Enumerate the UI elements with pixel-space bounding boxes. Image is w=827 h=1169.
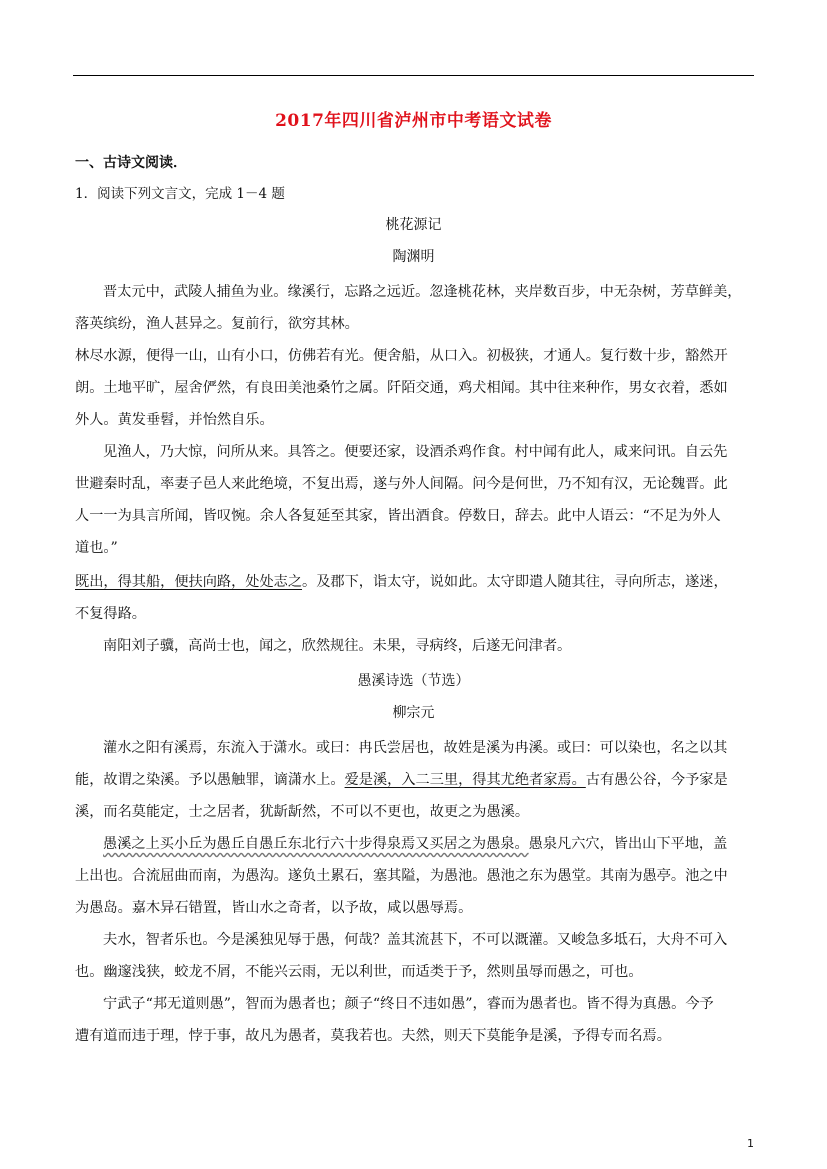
text-line: 为愚岛。嘉木异石错置，皆山水之奇者，以予故，咸以愚辱焉。 — [75, 900, 473, 916]
passage1-title: 桃花源记 — [385, 217, 442, 233]
section-heading: 一、古诗文阅读． — [75, 155, 187, 171]
text-line: 不复得路。 — [75, 606, 146, 622]
text-line: 南阳刘子骥，高尚士也，闻之，欣然规往。未果，寻病终，后遂无问津者。 — [103, 638, 572, 654]
text-segment: 古有愚公谷，今予家是 — [585, 772, 728, 788]
text-segment: 。及郡下，诣太守，说如此。太守即遣人随其往，寻向所志，遂迷， — [302, 574, 728, 590]
exam-title: 2017年四川省泸州市中考语文试卷 — [275, 111, 552, 131]
passage2-paragraph-3 — [75, 924, 755, 988]
question-prompt: 1．阅读下列文言文，完成 1－4 题 — [75, 186, 285, 202]
text-line: 人一一为具言所闻，皆叹惋。余人各复延至其家，皆出酒食。停数日，辞去。此中人语云：“不足为外人 — [75, 508, 721, 524]
passage1-paragraph-3 — [75, 436, 755, 564]
passage1-paragraph-1 — [75, 276, 755, 340]
passage1-author: 陶渊明 — [392, 249, 435, 265]
header-rule — [73, 75, 754, 76]
text-line: 遭有道而违于理，悖于事，故凡为愚者，莫我若也。夫然，则天下莫能争是溪，予得专而名焉。 — [75, 1028, 671, 1044]
passage1-paragraph-2 — [75, 340, 755, 436]
page-number: 1 — [747, 1137, 754, 1150]
text-line: 也。幽邃浅狭，蛟龙不屑，不能兴云雨，无以利世，而适类于予，然则虽辱而愚之，可也。 — [75, 964, 643, 980]
text-line: 外人。黄发垂髫，并怡然自乐。 — [75, 412, 274, 428]
passage1-paragraph-5 — [75, 630, 755, 662]
text-line: 落英缤纷，渔人甚异之。复前行，欲穷其林。 — [75, 316, 359, 332]
passage1-paragraph-4 — [75, 566, 755, 630]
text-line: 朗。土地平旷，屋舍俨然，有良田美池桑竹之属。阡陌交通，鸡犬相闻。其中往来种作，男女衣着，悉如 — [75, 380, 728, 396]
text-line: 晋太元中，武陵人捕鱼为业。缘溪行，忘路之远近。忽逢桃花林，夹岸数百步，中无杂树，芳草鲜美， — [103, 284, 742, 300]
underlined-sentence: 既出，得其船，便扶向路，处处志之 — [75, 574, 303, 590]
text-segment: 愚泉凡六穴，皆出山下平地，盖 — [528, 836, 728, 852]
text-line: 世避秦时乱，率妻子邑人来此绝境，不复出焉，遂与外人间隔。问今是何世，乃不知有汉，无论魏晋。此 — [75, 476, 728, 492]
text-line — [75, 566, 755, 598]
text-line — [75, 828, 755, 860]
text-line: 夫水，智者乐也。今是溪独见辱于愚，何哉？盖其流甚下，不可以溉灌。又峻急多坻石，大舟不可入 — [103, 932, 728, 948]
text-line: 林尽水源，便得一山，山有小口，仿佛若有光。便舍船，从口入。初极狭，才通人。复行数十步，豁然开 — [75, 348, 728, 364]
passage2-paragraph-1 — [75, 732, 755, 828]
text-line — [75, 764, 755, 796]
text-line: 上出也。合流屈曲而南，为愚沟。遂负土累石，塞其隘，为愚池。愚池之东为愚堂。其南为愚亭。池之中 — [75, 868, 728, 884]
text-segment: 能，故谓之染溪。予以愚触罪，谪潇水上。 — [75, 772, 345, 788]
passage2-paragraph-2 — [75, 828, 755, 924]
passage2-title: 愚溪诗选（节选） — [357, 673, 470, 689]
text-line: 宁武子“邦无道则愚”，智而为愚者也；颜子“终日不违如愚”，睿而为愚者也。皆不得为真愚。今予 — [103, 996, 714, 1012]
text-line: 道也。” — [75, 540, 118, 556]
text-line: 溪，而名莫能定，士之居者，犹龂龂然，不可以不更也，故更之为愚溪。 — [75, 804, 530, 820]
text-line: 灌水之阳有溪焉，东流入于潇水。或曰：冉氏尝居也，故姓是溪为冉溪。或曰：可以染也，名之以其 — [103, 740, 728, 756]
underlined-sentence: 爱是溪，入二三里，得其尤绝者家焉。 — [344, 772, 586, 788]
wavy-underlined-sentence: 愚溪之上买小丘为愚丘自愚丘东北行六十步得泉焉又买居之为愚泉。 — [103, 836, 529, 852]
passage2-paragraph-4 — [75, 988, 755, 1052]
passage2-author: 柳宗元 — [392, 705, 435, 721]
text-line: 见渔人，乃大惊，问所从来。具答之。便要还家，设酒杀鸡作食。村中闻有此人，咸来问讯。自云先 — [103, 444, 728, 460]
